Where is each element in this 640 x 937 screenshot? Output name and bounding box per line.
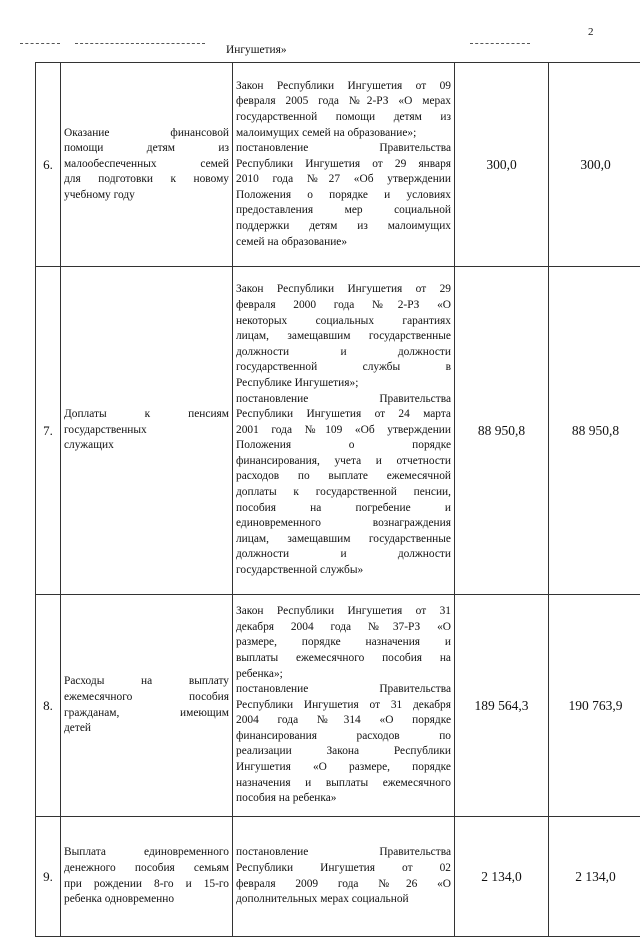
legal-basis — [233, 817, 455, 937]
row-number: 6. — [36, 63, 61, 267]
basis-line: лицам, замещавшим государственные — [236, 329, 451, 345]
purpose-line: Оказание финансовой — [64, 126, 229, 142]
basis-line: лицам, замещавшим государственные — [236, 532, 451, 548]
purpose-line: детей — [64, 721, 229, 737]
purpose-line: служащих — [64, 438, 229, 454]
table-row — [36, 595, 640, 817]
purpose-line: ребенка одновременно — [64, 892, 229, 908]
row-number: 9. — [36, 817, 61, 937]
basis-line: февраля 2009 года №26 «О — [236, 877, 451, 893]
table-row — [36, 267, 640, 595]
continuation-basis-text: Ингушетия» — [226, 44, 287, 56]
amount-year-1: 189 564,3 — [455, 595, 549, 817]
purpose-line: при рождении 8-го и 15-го — [64, 877, 229, 893]
amount-year-1: 300,0 — [455, 63, 549, 267]
purpose-line: Доплаты к пенсиям — [64, 407, 229, 423]
basis-line: расходов по выплате ежемесячной — [236, 469, 451, 485]
purpose-line: Выплата единовременного — [64, 845, 229, 861]
basis-line: малоимущих семей на образование»; — [236, 126, 451, 142]
purpose-line: государственных — [64, 423, 229, 439]
basis-line: постановление Правительства — [236, 392, 451, 408]
basis-line: реализации Закона Республики — [236, 744, 451, 760]
page-number: 2 — [588, 26, 594, 38]
legal-basis — [233, 595, 455, 817]
purpose-line: помощи детям из — [64, 141, 229, 157]
amount-year-2: 190 763,9 — [549, 595, 640, 817]
purpose-line: гражданам, имеющим — [64, 706, 229, 722]
legal-basis — [233, 267, 455, 595]
basis-line: финансирования расходов по — [236, 729, 451, 745]
basis-line: февраля 2005 года №2-РЗ «О мерах — [236, 94, 451, 110]
purpose-line: денежного пособия семьям — [64, 861, 229, 877]
basis-line: постановление Правительства — [236, 141, 451, 157]
basis-line: 2001 года №109 «Об утверждении — [236, 423, 451, 439]
basis-line: февраля 2000 года №2-РЗ «О — [236, 298, 451, 314]
basis-line: семей на образование» — [236, 235, 451, 251]
amount-year-1: 2 134,0 — [455, 817, 549, 937]
basis-line: Положения о порядке и условиях — [236, 188, 451, 204]
basis-line: постановление Правительства — [236, 682, 451, 698]
purpose-line: Расходы на выплату — [64, 674, 229, 690]
expense-purpose — [61, 595, 233, 817]
basis-line: 2004 года №314 «О порядке — [236, 713, 451, 729]
table-row — [36, 63, 640, 267]
row-number: 8. — [36, 595, 61, 817]
basis-line: государственной помощи детям из — [236, 110, 451, 126]
table-row — [36, 817, 640, 937]
basis-line: выплаты ежемесячного пособия на — [236, 651, 451, 667]
legal-basis — [233, 63, 455, 267]
basis-line: пособия на погребение и — [236, 501, 451, 517]
basis-line: Республики Ингушетия от 02 — [236, 861, 451, 877]
basis-line: Закон Республики Ингушетия от 29 — [236, 282, 451, 298]
amount-year-1: 88 950,8 — [455, 267, 549, 595]
basis-line: Республики Ингушетия от 31 декабря — [236, 698, 451, 714]
expense-purpose — [61, 63, 233, 267]
expense-purpose — [61, 817, 233, 937]
row-number: 7. — [36, 267, 61, 595]
table-body — [36, 63, 640, 937]
basis-line: предоставления мер социальной — [236, 203, 451, 219]
purpose-line: для подготовки к новому — [64, 172, 229, 188]
basis-line: дополнительных мерах социальной — [236, 892, 451, 908]
basis-line: некоторых социальных гарантиях — [236, 314, 451, 330]
basis-line: должности и должности — [236, 547, 451, 563]
expense-purpose — [61, 267, 233, 595]
basis-line: Республики Ингушетия от 29 января — [236, 157, 451, 173]
amount-year-2: 2 134,0 — [549, 817, 640, 937]
basis-line: 2010 года №27 «Об утверждении — [236, 172, 451, 188]
basis-line: Республике Ингушетия»; — [236, 376, 451, 392]
basis-line: государственной службы в — [236, 360, 451, 376]
purpose-line: учебному году — [64, 188, 229, 204]
basis-line: постановление Правительства — [236, 845, 451, 861]
basis-line: государственной службы» — [236, 563, 451, 579]
basis-line: размере, порядке назначения и — [236, 635, 451, 651]
basis-line: Республики Ингушетия от 24 марта — [236, 407, 451, 423]
basis-line: Закон Республики Ингушетия от 31 — [236, 604, 451, 620]
basis-line: Закон Республики Ингушетия от 09 — [236, 79, 451, 95]
basis-line: доплаты к государственной пенсии, — [236, 485, 451, 501]
amount-year-2: 88 950,8 — [549, 267, 640, 595]
purpose-line: малообеспеченных семей — [64, 157, 229, 173]
basis-line: декабря 2004 года №37-РЗ «О — [236, 620, 451, 636]
basis-line: пособия на ребенка» — [236, 791, 451, 807]
basis-line: поддержки детям из малоимущих — [236, 219, 451, 235]
basis-line: назначения и выплаты ежемесячного — [236, 776, 451, 792]
basis-line: должности и должности — [236, 345, 451, 361]
amount-year-2: 300,0 — [549, 63, 640, 267]
benefits-table — [35, 62, 640, 937]
basis-line: ребенка»; — [236, 667, 451, 683]
basis-line: финансирования, учета и отчетности — [236, 454, 451, 470]
basis-line: единовременного вознаграждения — [236, 516, 451, 532]
basis-line: Ингушетия «О размере, порядке — [236, 760, 451, 776]
purpose-line: ежемесячного пособия — [64, 690, 229, 706]
basis-line: Положения о порядке — [236, 438, 451, 454]
